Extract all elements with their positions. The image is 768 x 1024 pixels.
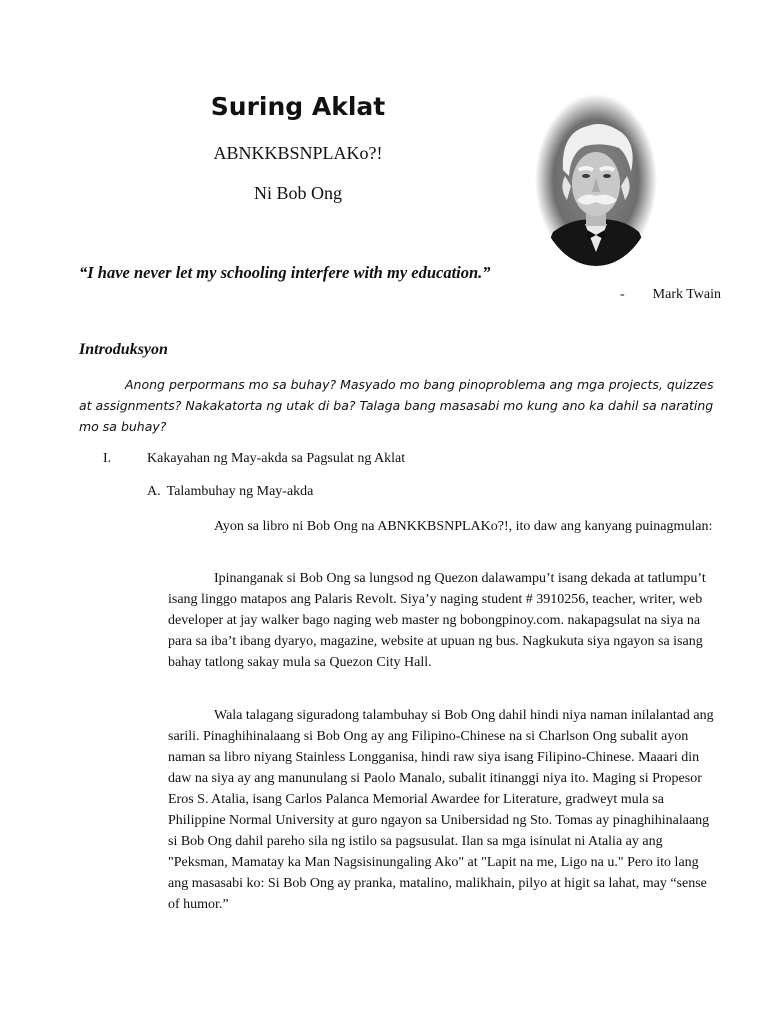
outline-roman-text: Kakayahan ng May-akda sa Pagsulat ng Aklat — [147, 451, 406, 466]
author-portrait-image — [533, 92, 659, 268]
outline-alpha-text: Talambuhay ng May-akda — [166, 484, 314, 499]
author-line: Ni Bob Ong — [253, 183, 342, 203]
body-paragraph: Wala talagang siguradong talambuhay si Bob Ong dahil hindi niya naman inilalantad ang sarili. Pinaghihinalaang si Bob Ong ay ang Filipino-Chinese na si Charlson Ong subalit ayon naman sa libro niyang Stainless Longganisa, hindi raw siya isang Filipino-Chinese. Maaari din daw na siya ay ang manunulang si Paolo Manalo, subalit itinanggi niya ito. Maging si Propesor Eros S. Atalia, isang Carlos Palanca Memorial Awardee for Literature, gradweyt mula sa Philippine Normal University at guro ngayon sa Unibersidad ng Sto. Tomas ay pinaghihinalaang si Bob Ong dahil pareho sila ng istilo sa pagsusulat. Ilan sa mga isinulat ni Atalia ay ang "Peksman, Mamatay ka Man Nagsisinungaling Ako" at "Lapit na me, Ligo na u." Pero ito lang ang masasabi ko: Si Bob Ong ay pranka, matalino, malikhain, pilyo at higit sa lahat, may “sense of humor.” — [168, 708, 714, 912]
section-heading: Introduksyon — [79, 341, 168, 358]
outline-alpha-letter: A. — [147, 484, 161, 499]
body-paragraph: Ipinanganak si Bob Ong sa lungsod ng Quezon dalawampu’t isang dekada at tatlumpu’t isang linggo matapos ang Palaris Revolt. Siya’y naging student # 3910256, teacher, writer, web developer at jay walker bago naging web master ng bobongpinoy.com. nakapagsulat na siya na para sa iba’t ibang dyaryo, magazine, website at upuan ng bus. Nagkukuta siya ngayon sa isang bahay tatlong sakay mula sa Quezon City Hall. — [168, 571, 706, 670]
document-title: Suring Aklat — [210, 92, 386, 121]
epigraph-quote: “I have never let my schooling interfere with my education.” — [79, 263, 491, 282]
outline-roman-number: I. — [103, 451, 112, 466]
outline-item-alpha — [147, 484, 313, 500]
book-title: ABNKKBSNPLAKo?! — [213, 143, 383, 163]
quote-attribution: - Mark Twain — [620, 287, 722, 302]
body-paragraph: Ayon sa libro ni Bob Ong na ABNKKBSNPLAKo?!, ito daw ang kanyang puinagmulan: — [214, 519, 713, 534]
intro-paragraph: Anong perpormans mo sa buhay? Masyado mo bang pinoproblema ang mga projects, quizzes at assignments? Nakakatorta ng utak di ba? Talaga bang masasabi mo kung ano ka dahil sa narating mo sa buhay? — [79, 377, 714, 434]
